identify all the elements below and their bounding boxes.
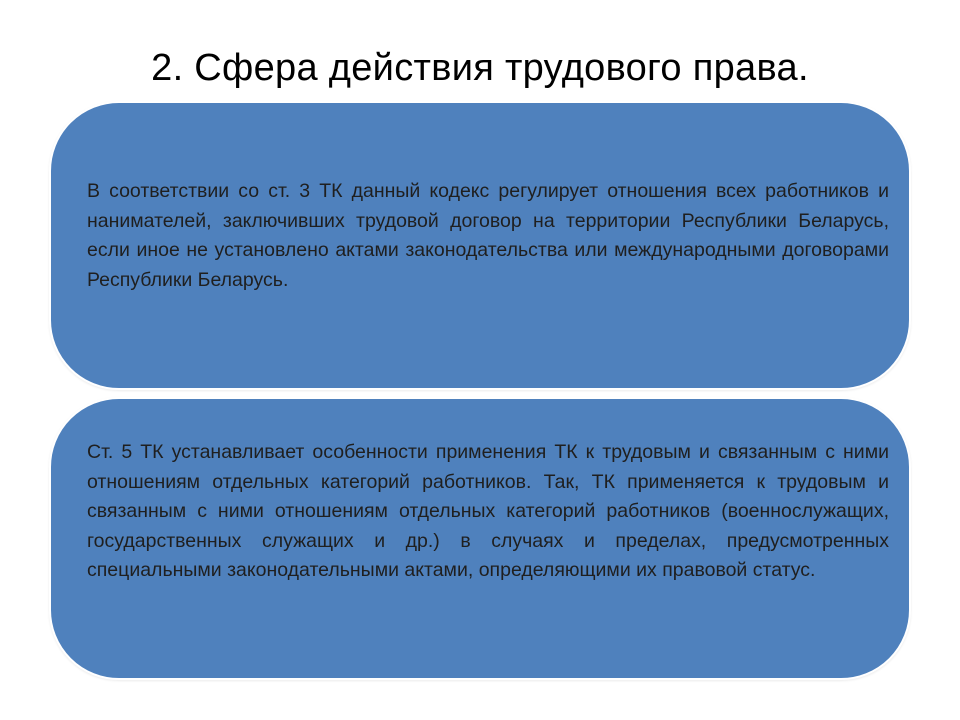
article-5-text: Ст. 5 ТК устанавливает особенности применения ТК к трудовым и связанным с ними отношениям отдельных категорий работников. Так, ТК применяется к трудовым и связанным с ними отношениям отдельных категорий работников (военнослужащих, государственных служащих и др.) в случаях и пределах, предусмотренных специальными законодательными актами, определяющими их правовой статус.	[87, 441, 889, 581]
article-3-text: В соответствии со ст. 3 ТК данный кодекс регулирует отношения всех работников и нанимателей, заключивших трудовой договор на территории Республики Беларусь, если иное не установлено актами законодательства или международными договорами Республики Беларусь.	[87, 180, 889, 291]
text-box-article-5	[49, 397, 911, 680]
slide-title: 2. Сфера действия трудового права.	[151, 47, 809, 89]
text-box-article-3	[49, 101, 911, 390]
